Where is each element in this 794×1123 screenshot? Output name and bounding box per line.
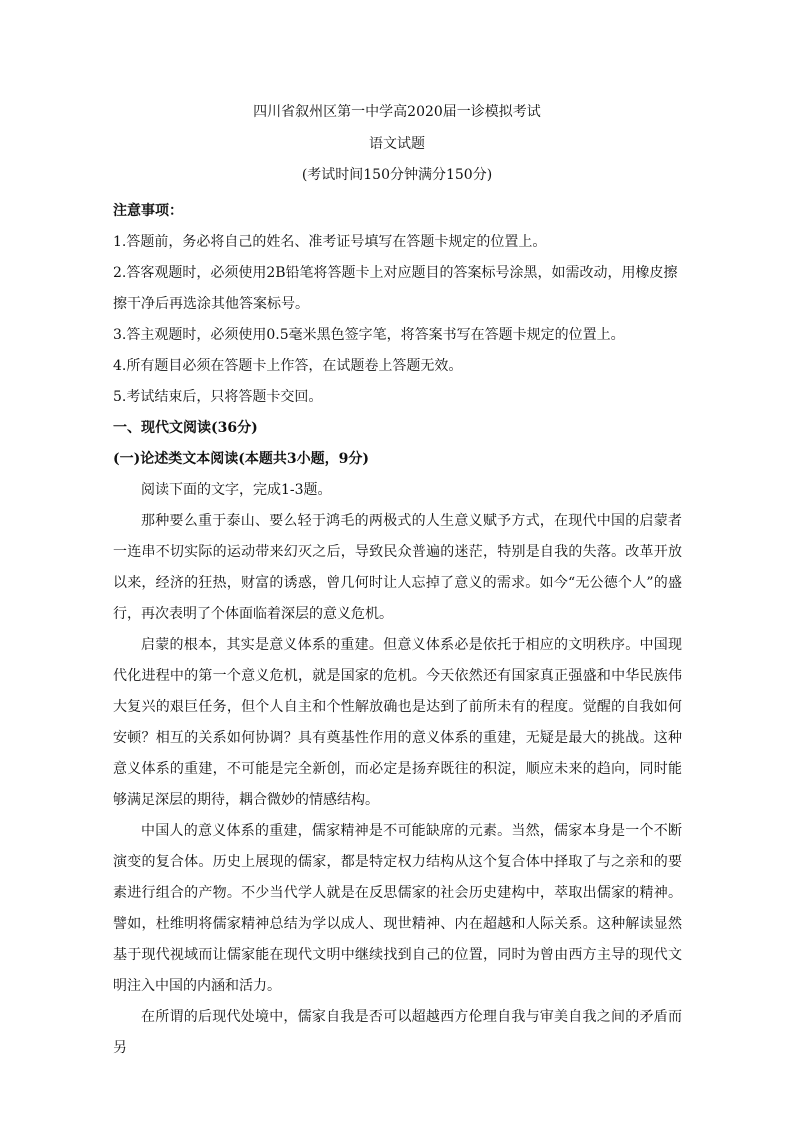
note-item-5: 5.考试结束后，只将答题卡交回。: [113, 389, 323, 405]
exam-title: 四川省叙州区第一中学高2020届一诊模拟考试: [253, 104, 541, 120]
note-item-3: 3.答主观题时，必须使用0.5毫米黑色签字笔，将答案书写在答题卡规定的位置上。: [113, 327, 625, 343]
note-item-1: 1.答题前，务必将自己的姓名、准考证号填写在答题卡规定的位置上。: [113, 234, 547, 250]
reading-paragraph-3: 中国人的意义体系的重建，儒家精神是不可能缺席的元素。当然，儒家本身是一个不断演变的复合体。历史上展现的儒家，都是特定权力结构从这个复合体中择取了与之亲和的要素进行组合的产物。不少当代学人就是在反思儒家的社会历史建构中，萃取出儒家的精神。譬如，杜维明将儒家精神总结为学以成人、现世精神、内在超越和人际关系。这种解读显然基于现代视域而让儒家能在现代文明中继续找到自己的位置，同时为曾由西方主导的现代文明注入中国的内涵和活力。: [113, 823, 682, 994]
reading-paragraph-4: 在所谓的后现代处境中，儒家自我是否可以超越西方伦理自我与审美自我之间的矛盾而另: [113, 1009, 682, 1056]
section-heading: 一、现代文阅读(36分): [113, 420, 258, 436]
section-subheading: (一)论述类文本阅读(本题共3小题，9分): [113, 451, 369, 467]
note-item-4: 4.所有题目必须在答题卡上作答，在试题卷上答题无效。: [113, 358, 463, 374]
exam-subject: 语文试题: [369, 136, 425, 152]
exam-content: [113, 196, 682, 1064]
note-item-2: 2.答客观题时，必须使用2B铅笔将答题卡上对应题目的答案标号涂黑，如需改动，用橡皮擦擦干净后再选涂其他答案标号。: [113, 265, 678, 312]
notes-heading: 注意事项：: [113, 203, 183, 219]
exam-duration: (考试时间150分钟满分150分): [301, 167, 493, 183]
reading-instruction: 阅读下面的文字，完成1-3题。: [141, 482, 332, 498]
reading-paragraph-1: 那种要么重于泰山、要么轻于鸿毛的两极式的人生意义赋予方式，在现代中国的启蒙者一连串不切实际的运动带来幻灭之后，导致民众普遍的迷茫，特别是自我的失落。改革开放以来，经济的狂热，财富的诱惑，曾几何时让人忘掉了意义的需求。如今“无公德个人”的盛行，再次表明了个体面临着深层的意义危机。: [113, 513, 682, 622]
reading-paragraph-2: 启蒙的根本，其实是意义体系的重建。但意义体系必是依托于相应的文明秩序。中国现代化进程中的第一个意义危机，就是国家的危机。今天依然还有国家真正强盛和中华民族伟大复兴的艰巨任务，但个人自主和个性解放确也是达到了前所未有的程度。觉醒的自我如何安顿？相互的关系如何协调？具有奠基性作用的意义体系的重建，无疑是最大的挑战。这种意义体系的重建，不可能是完全新创，而必定是扬弃既往的积淀，顺应未来的趋向，同时能够满足深层的期待，耦合微妙的情感结构。: [113, 637, 682, 808]
